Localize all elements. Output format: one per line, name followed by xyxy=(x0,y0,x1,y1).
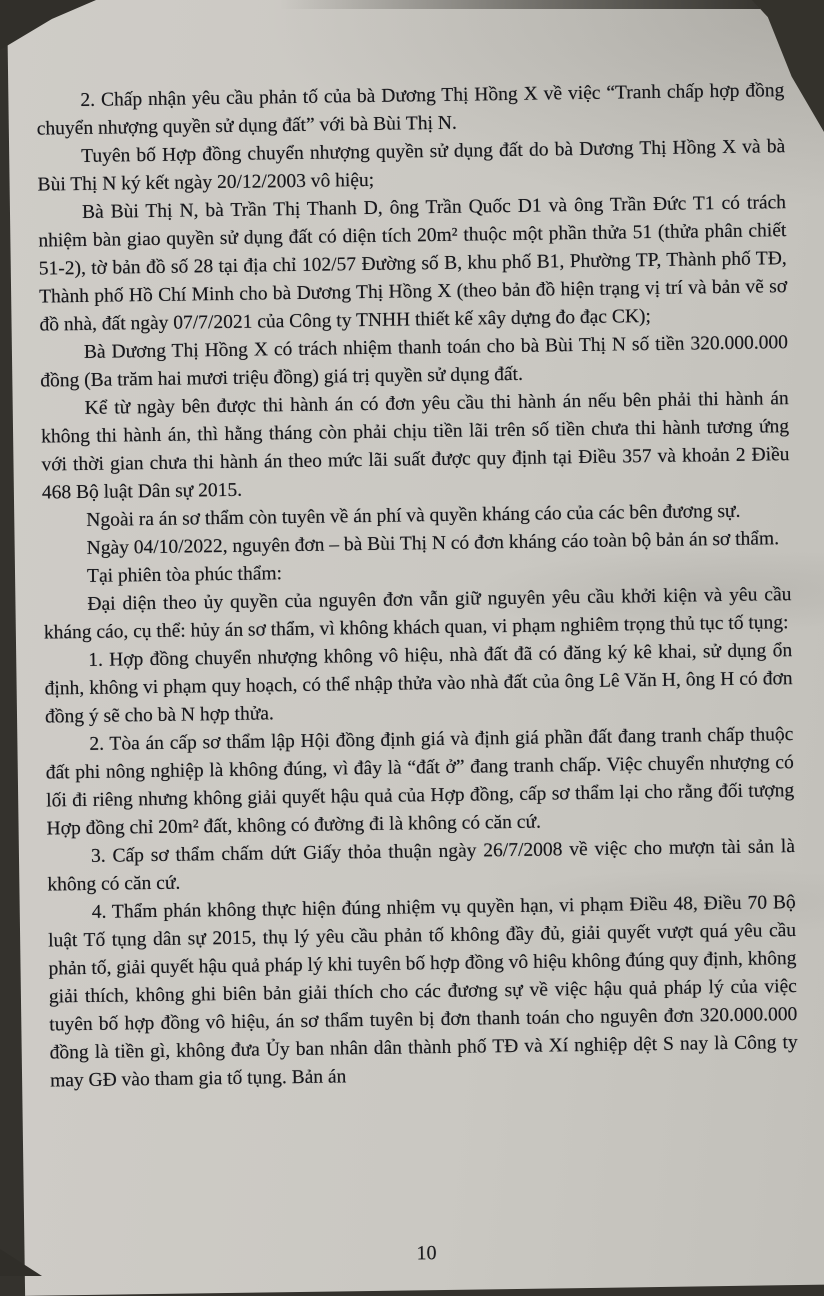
paragraph: Bà Bùi Thị N, bà Trần Thị Thanh D, ông Trần Quốc D1 và ông Trần Đức T1 có trách nhiệm bàn giao quyền sử dụng đất có diện tích 20m² thuộc một phần thửa 51 (thửa phân chiết 51-2), tờ bản đồ số 28 tại địa chỉ 102/57 Đường số B, khu phố B1, Phường TP, Thành phố TĐ, Thành phố Hồ Chí Minh cho bà Dương Thị Hồng X (theo bản đồ hiện trạng vị trí và bản vẽ sơ đồ nhà, đất ngày 07/7/2021 của Công ty TNHH thiết kế xây dựng đo đạc CK); xyxy=(38,192,788,336)
paragraph: Ngày 04/10/2022, nguyên đơn – bà Bùi Thị N có đơn kháng cáo toàn bộ bản án sơ thẩm. xyxy=(86,528,780,559)
paragraph: Kể từ ngày bên được thi hành án có đơn yêu cầu thi hành án nếu bên phải thi hành án không thi hành án, thì hằng tháng còn phải chịu tiền lãi trên số tiền chưa thi hành tương ứng với thời gian chưa thi hành án theo mức lãi suất được quy định tại Điều 357 và khoản 2 Điều 468 Bộ luật Dân sự 2015. xyxy=(40,388,790,504)
paragraph: Tại phiên tòa phúc thẩm: xyxy=(86,563,283,587)
paragraph: Bà Dương Thị Hồng X có trách nhiệm thanh toán cho bà Bùi Thị N số tiền 320.000.000 đồng (Ba trăm hai mươi triệu đồng) giá trị quyền sử dụng đất. xyxy=(40,332,789,392)
document-text xyxy=(36,77,798,1095)
paragraph: 4. Thẩm phán không thực hiện đúng nhiệm vụ quyền hạn, vi phạm Điều 48, Điều 70 Bộ luật Tố tụng dân sự 2015, thụ lý yêu cầu phản tố không đầy đủ, giải quyết vượt quá yêu cầu phản tố, giải quyết hậu quả pháp lý khi tuyên bố hợp đồng vô hiệu không đúng quy định, không giải thích, không ghi biên bản giải thích cho các đương sự về việc hậu quả pháp lý của việc tuyên bố hợp đồng vô hiệu, án sơ thẩm tuyên bị đơn thanh toán cho nguyên đơn 320.000.000 đồng là tiền gì, không đưa Ủy ban nhân dân thành phố TĐ và Xí nghiệp dệt S nay là Công ty may GĐ vào tham gia tố tụng. Bản án xyxy=(48,892,798,1092)
document-page xyxy=(7,0,824,1296)
paragraph: Ngoài ra án sơ thẩm còn tuyên về án phí và quyền kháng cáo của các bên đương sự. xyxy=(86,500,741,531)
scan-edge-top xyxy=(280,0,760,9)
paragraph: 2. Tòa án cấp sơ thẩm lập Hội đồng định giá và định giá phần đất đang tranh chấp thuộc đất phi nông nghiệp là không đúng, vì đây là “đất ở” đang tranh chấp. Việc chuyển nhượng có lối đi riêng nhưng không giải quyết hậu quả của Hợp đồng, cấp sơ thẩm lại cho rằng đối tượng Hợp đồng chỉ 20m² đất, không có đường đi là không có căn cứ. xyxy=(45,724,795,840)
paragraph: Đại diện theo ủy quyền của nguyên đơn vẫn giữ nguyên yêu cầu khởi kiện và yêu cầu kháng cáo, cụ thể: hủy án sơ thẩm, vì không khách quan, vi phạm nghiêm trọng thủ tục tố tụng: xyxy=(43,584,792,644)
paragraph: 1. Hợp đồng chuyển nhượng không vô hiệu, nhà đất đã có đăng ký kê khai, sử dụng ổn định, không vi phạm quy hoạch, có thể nhập thửa vào nhà đất của ông Lê Văn H, ông H có đơn đồng ý sẽ cho bà N hợp thửa. xyxy=(44,640,793,728)
paragraph: Tuyên bố Hợp đồng chuyển nhượng quyền sử dụng đất do bà Dương Thị Hồng X và bà Bùi Thị N ký kết ngày 20/12/2003 vô hiệu; xyxy=(37,136,786,196)
page-number: 10 xyxy=(416,1242,437,1265)
paragraph: 3. Cấp sơ thẩm chấm dứt Giấy thỏa thuận ngày 26/7/2008 về việc cho mượn tài sản là không có căn cứ. xyxy=(47,836,796,896)
paragraph: 2. Chấp nhận yêu cầu phản tố của bà Dương Thị Hồng X về việc “Tranh chấp hợp đồng chuyển nhượng quyền sử dụng đất” với bà Bùi Thị N. xyxy=(36,80,785,140)
